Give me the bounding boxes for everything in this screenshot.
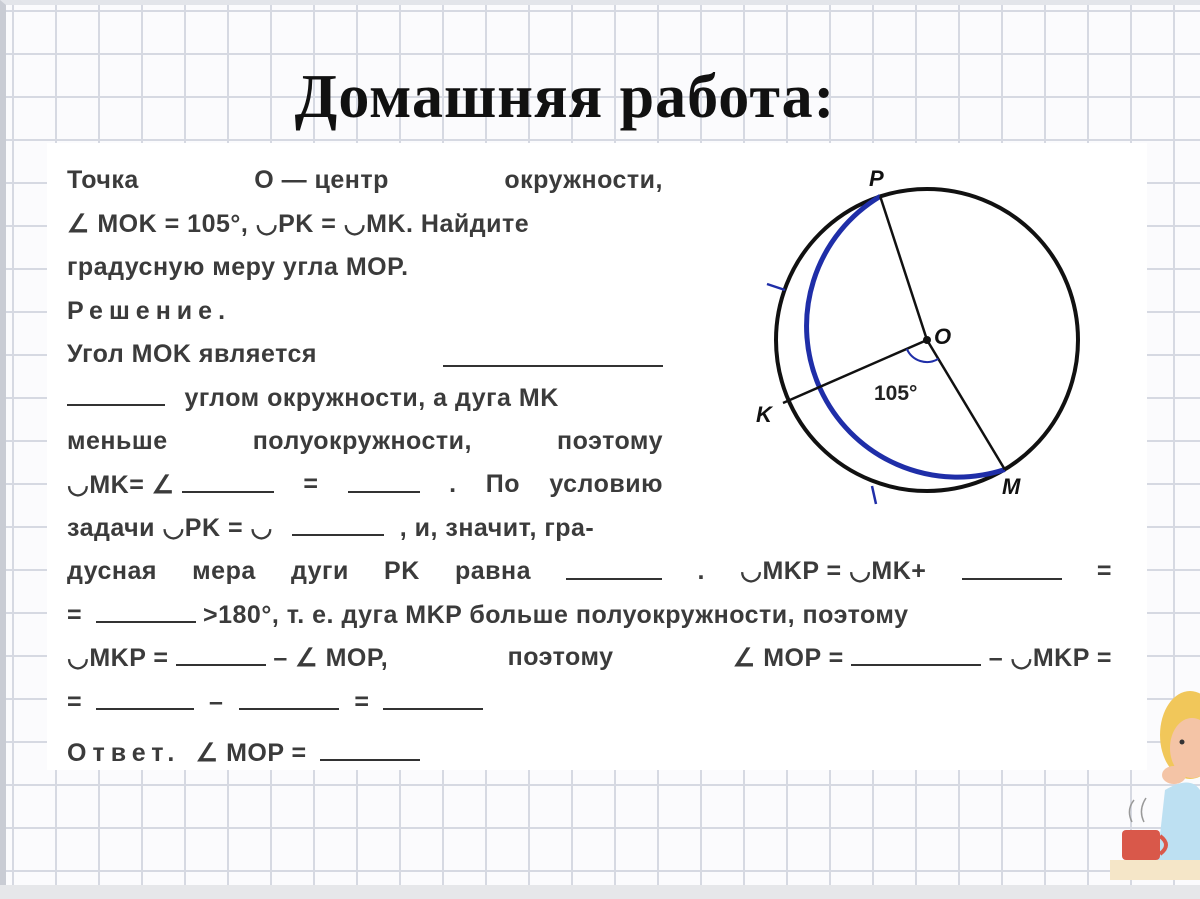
radius-om bbox=[927, 340, 1005, 470]
text-fragment: – ◡MKP = bbox=[988, 644, 1112, 672]
text-fragment: = bbox=[354, 688, 370, 716]
problem-line-2: ∠ MOK = 105°, ◡PK = ◡MK. Найдите bbox=[67, 210, 530, 238]
label-p: P bbox=[869, 166, 884, 191]
solution-line-2 bbox=[67, 377, 559, 417]
answer-blank[interactable] bbox=[348, 464, 420, 493]
bottom-bar bbox=[0, 885, 1200, 899]
label-m: M bbox=[1002, 474, 1021, 499]
answer-blank[interactable] bbox=[292, 507, 384, 536]
text-fragment: – ∠ MOP, bbox=[273, 644, 389, 672]
answer-blank[interactable] bbox=[239, 681, 339, 710]
label-k: K bbox=[756, 402, 772, 427]
text-fragment: >180°, т. е. дуга MKP больше полуокружности, поэтому bbox=[203, 601, 909, 629]
solution-line-3 bbox=[67, 421, 663, 461]
text-fragment: Точка bbox=[67, 166, 139, 194]
angle-label: 105° bbox=[874, 382, 918, 405]
circle-diagram bbox=[748, 160, 1088, 505]
answer-line bbox=[67, 732, 420, 772]
text-fragment: ◡MKP = ◡MK+ bbox=[740, 557, 927, 585]
text-fragment: окружности, bbox=[504, 166, 663, 194]
page-title: Домашняя работа: bbox=[294, 63, 836, 131]
text-fragment: , и, значит, гра- bbox=[399, 514, 595, 542]
text-fragment: поэтому bbox=[507, 643, 614, 671]
text-fragment: мера bbox=[192, 557, 256, 585]
text-fragment: Угол MOK является bbox=[67, 340, 318, 368]
highlighted-arc-pkm bbox=[807, 196, 1005, 477]
text-fragment: поэтому bbox=[557, 427, 663, 455]
solution-line-1 bbox=[67, 334, 663, 374]
answer-blank[interactable] bbox=[96, 681, 194, 710]
table bbox=[1110, 860, 1200, 880]
text-fragment: . bbox=[697, 557, 705, 585]
solution-line-6 bbox=[67, 551, 1112, 591]
label-o: O bbox=[934, 324, 952, 349]
text-fragment: углом окружности, а дуга MK bbox=[184, 384, 559, 412]
answer-blank[interactable] bbox=[176, 637, 266, 666]
text-fragment: = bbox=[303, 470, 319, 498]
text-fragment: дуги bbox=[290, 557, 349, 585]
answer-blank[interactable] bbox=[962, 551, 1062, 580]
answer-blank[interactable] bbox=[383, 681, 483, 710]
answer-blank[interactable] bbox=[320, 732, 420, 761]
answer-blank[interactable] bbox=[67, 377, 165, 406]
radius-op bbox=[880, 196, 927, 340]
problem-line-1 bbox=[67, 160, 663, 200]
center-point bbox=[923, 336, 931, 344]
answer-blank[interactable] bbox=[851, 637, 981, 666]
text-fragment: PK bbox=[384, 557, 420, 585]
solution-line-5 bbox=[67, 507, 594, 547]
tick-mark-arc-pk bbox=[767, 284, 785, 290]
mug bbox=[1122, 830, 1160, 860]
text-fragment: равна bbox=[455, 557, 532, 585]
text-fragment: условию bbox=[549, 470, 663, 498]
answer-blank[interactable] bbox=[182, 464, 274, 493]
text-fragment: = bbox=[67, 601, 83, 629]
steam bbox=[1129, 798, 1146, 822]
answer-blank[interactable] bbox=[566, 551, 662, 580]
text-fragment: По bbox=[485, 470, 521, 498]
answer-blank[interactable] bbox=[96, 594, 196, 623]
text-fragment: ◡MKP = bbox=[67, 644, 169, 672]
text-fragment: полуокружности, bbox=[252, 427, 472, 455]
solution-line-8 bbox=[67, 637, 1112, 677]
answer-expression: ∠ MOP = bbox=[195, 739, 307, 767]
tick-mark-arc-km bbox=[872, 486, 876, 504]
solution-line-4 bbox=[67, 464, 663, 504]
text-fragment: = bbox=[1096, 557, 1112, 585]
solution-label: Решение. bbox=[67, 297, 232, 325]
thinking-child-illustration bbox=[1110, 680, 1200, 885]
text-fragment: . bbox=[449, 470, 457, 498]
answer-blank[interactable] bbox=[443, 338, 663, 367]
text-fragment: – bbox=[209, 688, 224, 716]
text-fragment: дусная bbox=[67, 557, 157, 585]
text-fragment: = bbox=[67, 688, 83, 716]
text-fragment: ◡MK= ∠ bbox=[67, 471, 175, 499]
text-fragment: меньше bbox=[67, 427, 168, 455]
text-fragment: ∠ MOP = bbox=[732, 644, 844, 672]
text-fragment: O — центр bbox=[254, 166, 389, 194]
text-fragment: задачи ◡PK = ◡ bbox=[67, 514, 273, 542]
hand bbox=[1162, 766, 1186, 784]
answer-label: Ответ. bbox=[67, 739, 181, 767]
eye bbox=[1180, 740, 1185, 745]
solution-line-7 bbox=[67, 594, 909, 634]
solution-line-9 bbox=[67, 681, 483, 721]
problem-line-3: градусную меру угла MOP. bbox=[67, 253, 409, 281]
